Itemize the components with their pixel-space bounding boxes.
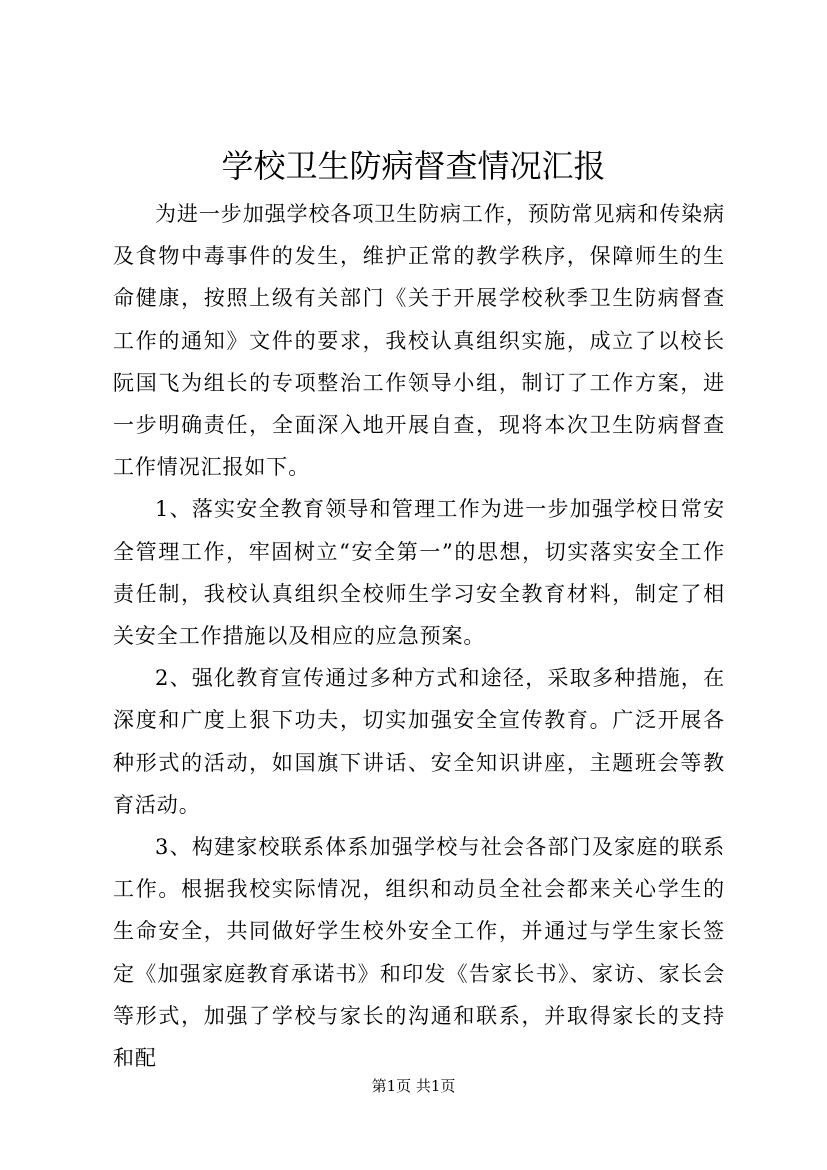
document-title: 学校卫生防病督查情况汇报 xyxy=(221,147,606,185)
paragraph-intro: 为进一步加强学校各项卫生防病工作，预防常见病和传染病及食物中毒事件的发生，维护正常的教学秩序，保障师生的生命健康，按照上级有关部门《关于开展学校秋季卫生防病督查工作的通知》文件的要求，我校认真组织实施，成立了以校长阮国飞为组长的专项整治工作领导小组，制订了工作方案，进一步明确责任，全面深入地开展自查，现将本次卫生防病督查工作情况汇报如下。 xyxy=(113,202,725,480)
paragraph-safety-management: 1、落实安全教育领导和管理工作为进一步加强学校日常安全管理工作，牢固树立“安全第一”的思想，切实落实安全工作责任制，我校认真组织全校师生学习安全教育材料，制定了相关安全工作措施以及相应的应急预案。 xyxy=(113,497,725,649)
paragraph-education-publicity: 2、强化教育宣传通过多种方式和途径，采取多种措施，在深度和广度上狠下功夫，切实加强安全宣传教育。广泛开展各种形式的活动，如国旗下讲话、安全知识讲座，主题班会等教育活动。 xyxy=(113,666,725,817)
page-footer xyxy=(0,1076,827,1096)
document-body xyxy=(113,193,725,1079)
paragraph-home-school-contact: 3、构建家校联系体系加强学校与社会各部门及家庭的联系工作。根据我校实际情况，组织和动员全社会都来关心学生的生命安全，共同做好学生校外安全工作，并通过与学生家长签定《加强家庭教育承诺书》和印发《告家长书》、家访、家长会等形式，加强了学校与家长的沟通和联系，并取得家长的支持和配 xyxy=(113,835,725,1071)
page-number: 第1页 共1页 xyxy=(371,1077,456,1095)
